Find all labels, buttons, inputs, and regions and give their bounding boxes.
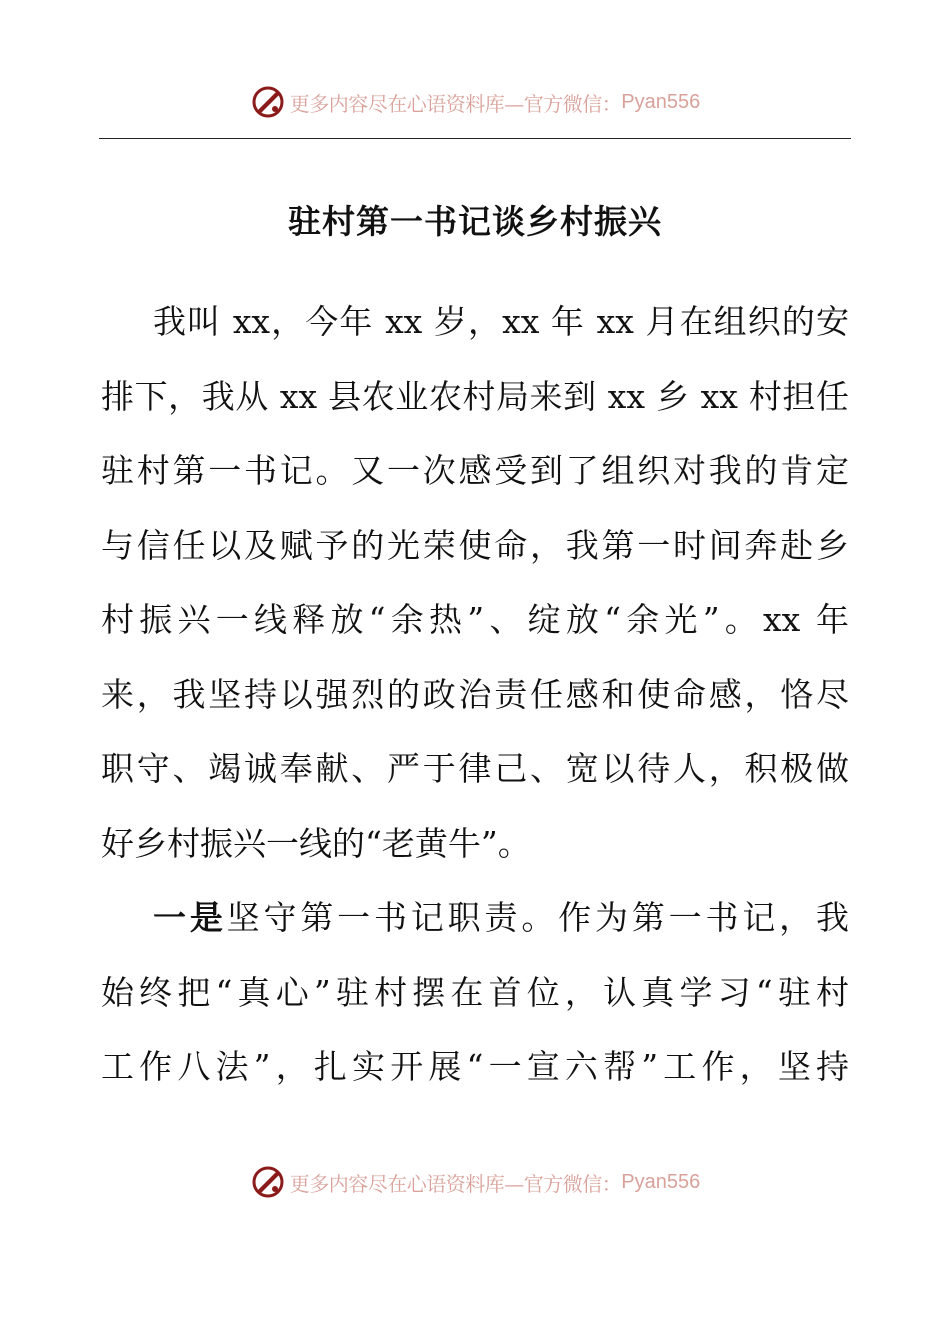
pen-logo-icon bbox=[250, 1164, 286, 1200]
footer-banner bbox=[0, 1160, 950, 1204]
text-line: 排下，我从 xx 县农业农村局来到 xx 乡 xx 村担任 bbox=[101, 376, 849, 416]
text-line bbox=[101, 881, 849, 956]
pen-logo-icon bbox=[250, 84, 286, 120]
text-line: 来，我坚持以强烈的政治责任感和使命感，恪尽 bbox=[101, 674, 849, 714]
banner-text: 更多内容尽在心语资料库—官方微信： bbox=[289, 1171, 622, 1196]
text-line: 村振兴一线释放“余热”、绽放“余光”。xx 年 bbox=[101, 600, 849, 639]
header-divider bbox=[99, 138, 851, 139]
banner-wechat-id: Pyan556 bbox=[621, 1170, 701, 1193]
header-banner bbox=[0, 80, 950, 124]
text-line: 与信任以及赋予的光荣使命，我第一时间奔赴乡 bbox=[101, 525, 849, 565]
text-span: 坚守第一书记职责。作为第一书记，我 bbox=[226, 898, 850, 937]
text-line: 好乡村振兴一线的“老黄牛”。 bbox=[101, 823, 531, 863]
banner-text: 更多内容尽在心语资料库—官方微信： bbox=[289, 91, 622, 116]
banner-wechat-id: Pyan556 bbox=[621, 90, 701, 113]
page-title: 驻村第一书记谈乡村振兴 bbox=[288, 202, 662, 241]
text-line: 驻村第一书记。又一次感受到了组织对我的肯定 bbox=[101, 451, 849, 490]
text-line: 始终把“真心”驻村摆在首位，认真学习“驻村 bbox=[101, 972, 849, 1012]
text-line: 职守、竭诚奉献、严于律己、宽以待人，积极做 bbox=[101, 749, 849, 788]
text-line: 工作八法”，扎实开展“一宣六帮”工作，坚持 bbox=[101, 1047, 849, 1086]
lead-phrase: 一是 bbox=[153, 898, 227, 937]
text-line: 我叫 xx，今年 xx 岁，xx 年 xx 月在组织的安 bbox=[153, 302, 849, 341]
document-body bbox=[101, 285, 849, 1105]
